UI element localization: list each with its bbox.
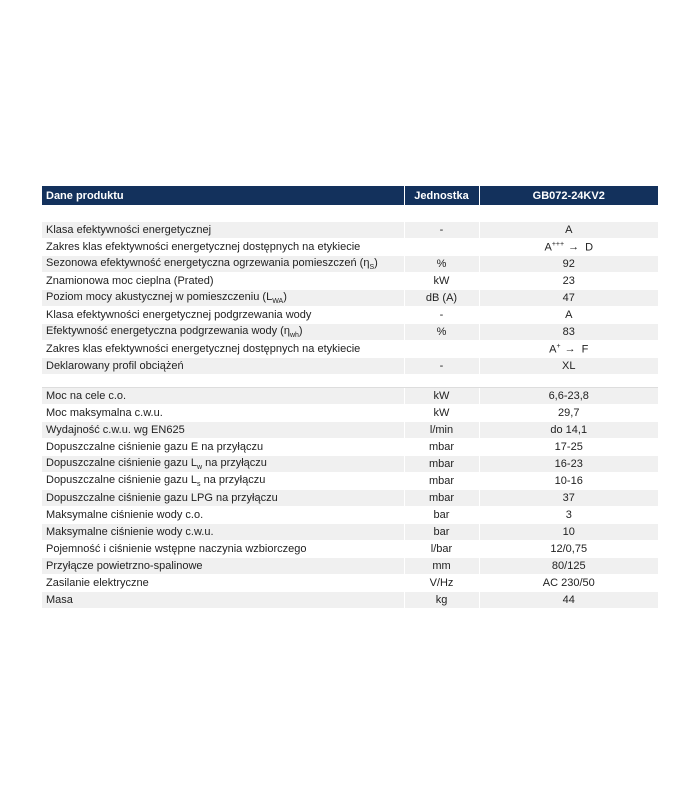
param-label: Klasa efektywności energetycznej podgrzewania wody bbox=[46, 309, 312, 321]
value-cell: 44 bbox=[479, 592, 658, 609]
product-spec-table bbox=[42, 186, 658, 609]
param-label: Dopuszczalne ciśnienie gazu LPG na przyłączu bbox=[46, 492, 278, 504]
table-row bbox=[42, 307, 658, 324]
param-label: Znamionowa moc cieplna (Prated) bbox=[46, 275, 214, 287]
table-row bbox=[42, 541, 658, 558]
table-row bbox=[42, 256, 658, 273]
param-label: Moc na cele c.o. bbox=[46, 390, 127, 402]
table-row bbox=[42, 473, 658, 490]
param-cell bbox=[42, 273, 404, 290]
param-cell bbox=[42, 307, 404, 324]
section-row-erp bbox=[42, 205, 658, 222]
unit-cell bbox=[404, 239, 479, 256]
header-unit: Jednostka bbox=[404, 186, 479, 205]
unit-cell: bar bbox=[404, 507, 479, 524]
param-cell bbox=[42, 439, 404, 456]
value-cell: AC 230/50 bbox=[479, 575, 658, 592]
param-label-tail: ) bbox=[298, 324, 303, 337]
param-cell bbox=[42, 507, 404, 524]
param-label-tail: ) bbox=[283, 290, 287, 303]
param-label: Zakres klas efektywności energetycznej dostępnych na etykiecie bbox=[46, 343, 361, 355]
spacer-cell bbox=[404, 375, 479, 388]
value-cell: 17-25 bbox=[479, 439, 658, 456]
param-label: Dopuszczalne ciśnienie gazu L bbox=[46, 473, 198, 486]
param-label: Zakres klas efektywności energetycznej dostępnych na etykiecie bbox=[46, 241, 361, 253]
value-cell: 83 bbox=[479, 324, 658, 341]
unit-cell: kW bbox=[404, 273, 479, 290]
param-label: Zasilanie elektryczne bbox=[46, 577, 149, 589]
unit-cell: dB (A) bbox=[404, 290, 479, 307]
unit-cell: mbar bbox=[404, 490, 479, 507]
unit-cell: mbar bbox=[404, 439, 479, 456]
table-row bbox=[42, 524, 658, 541]
class-from: A bbox=[544, 241, 552, 254]
param-subscript: w bbox=[197, 464, 203, 472]
unit-cell: mbar bbox=[404, 456, 479, 473]
table-row bbox=[42, 456, 658, 473]
class-to: F bbox=[581, 343, 589, 356]
table-row bbox=[42, 558, 658, 575]
table-row bbox=[42, 592, 658, 609]
param-label-tail: na przyłączu bbox=[200, 473, 266, 486]
param-cell bbox=[42, 558, 404, 575]
param-cell bbox=[42, 290, 404, 307]
param-cell bbox=[42, 541, 404, 558]
unit-cell: - bbox=[404, 307, 479, 324]
param-cell bbox=[42, 456, 404, 473]
table-row bbox=[42, 341, 658, 358]
param-label: Dopuszczalne ciśnienie gazu L bbox=[46, 456, 198, 469]
table-row bbox=[42, 439, 658, 456]
class-to: D bbox=[585, 241, 594, 254]
unit-cell: V/Hz bbox=[404, 575, 479, 592]
table-row bbox=[42, 358, 658, 375]
unit-cell: l/bar bbox=[404, 541, 479, 558]
unit-cell: bar bbox=[404, 524, 479, 541]
param-label: Efektywność energetyczna podgrzewania wody (η bbox=[46, 324, 290, 337]
value-cell: 92 bbox=[479, 256, 658, 273]
unit-cell: l/min bbox=[404, 422, 479, 439]
class-from-plus: +++ bbox=[551, 240, 565, 248]
param-label: Maksymalne ciśnienie wody c.w.u. bbox=[46, 526, 214, 538]
arrow-right-icon: → bbox=[568, 241, 580, 254]
param-cell bbox=[42, 422, 404, 439]
param-label: Klasa efektywności energetycznej bbox=[46, 224, 212, 236]
param-cell bbox=[42, 473, 404, 490]
param-label: Dopuszczalne ciśnienie gazu E na przyłączu bbox=[46, 441, 264, 453]
value-cell: 47 bbox=[479, 290, 658, 307]
value-cell: do 14,1 bbox=[479, 422, 658, 439]
value-cell: XL bbox=[479, 358, 658, 375]
value-cell: 3 bbox=[479, 507, 658, 524]
param-cell bbox=[42, 341, 404, 358]
param-label: Maksymalne ciśnienie wody c.o. bbox=[46, 509, 204, 521]
param-cell bbox=[42, 388, 404, 405]
value-cell: 10 bbox=[479, 524, 658, 541]
value-cell: A bbox=[479, 307, 658, 324]
table-row bbox=[42, 222, 658, 239]
table-row bbox=[42, 239, 658, 256]
param-subscript: wh bbox=[289, 332, 299, 340]
unit-cell bbox=[404, 341, 479, 358]
param-cell bbox=[42, 256, 404, 273]
param-label: Deklarowany profil obciążeń bbox=[46, 360, 184, 372]
header-param: Dane produktu bbox=[42, 186, 404, 205]
param-cell bbox=[42, 490, 404, 507]
param-label: Pojemność i ciśnienie wstępne naczynia wzbiorczego bbox=[46, 543, 307, 555]
unit-cell: kg bbox=[404, 592, 479, 609]
unit-cell: mbar bbox=[404, 473, 479, 490]
param-cell bbox=[42, 592, 404, 609]
param-label: Wydajność c.w.u. wg EN625 bbox=[46, 424, 185, 436]
unit-cell: kW bbox=[404, 405, 479, 422]
section-title: Dane ErP bbox=[42, 205, 658, 222]
unit-cell: % bbox=[404, 256, 479, 273]
value-cell: 23 bbox=[479, 273, 658, 290]
param-label-tail: ) bbox=[374, 256, 378, 269]
param-label-tail: na przyłączu bbox=[202, 456, 267, 469]
class-from: A bbox=[549, 343, 557, 356]
unit-cell: kW bbox=[404, 388, 479, 405]
unit-cell: mm bbox=[404, 558, 479, 575]
table-row bbox=[42, 490, 658, 507]
param-label: Poziom mocy akustycznej w pomieszczeniu (L bbox=[46, 290, 273, 303]
param-cell bbox=[42, 575, 404, 592]
param-subscript: s bbox=[197, 481, 201, 489]
unit-cell: % bbox=[404, 324, 479, 341]
value-cell bbox=[479, 341, 658, 358]
table-row bbox=[42, 324, 658, 341]
spacer-cell bbox=[479, 375, 658, 388]
table-row bbox=[42, 575, 658, 592]
param-label: Masa bbox=[46, 594, 73, 606]
value-cell: 80/125 bbox=[479, 558, 658, 575]
param-cell bbox=[42, 358, 404, 375]
class-from-plus: + bbox=[556, 342, 561, 350]
param-label: Moc maksymalna c.w.u. bbox=[46, 407, 163, 419]
value-cell: 10-16 bbox=[479, 473, 658, 490]
unit-cell: - bbox=[404, 222, 479, 239]
table-row bbox=[42, 290, 658, 307]
param-cell bbox=[42, 239, 404, 256]
spacer-cell bbox=[42, 375, 404, 388]
unit-cell: - bbox=[404, 358, 479, 375]
value-cell: 16-23 bbox=[479, 456, 658, 473]
table-row bbox=[42, 507, 658, 524]
value-cell bbox=[479, 239, 658, 256]
header-model: GB072-24KV2 bbox=[479, 186, 658, 205]
param-cell bbox=[42, 222, 404, 239]
value-cell: 6,6-23,8 bbox=[479, 388, 658, 405]
param-cell bbox=[42, 324, 404, 341]
spacer-row bbox=[42, 375, 658, 388]
param-cell bbox=[42, 405, 404, 422]
table-row bbox=[42, 405, 658, 422]
param-label: Przyłącze powietrzno-spalinowe bbox=[46, 560, 203, 572]
table-row bbox=[42, 273, 658, 290]
table-header-row bbox=[42, 186, 658, 205]
param-cell bbox=[42, 524, 404, 541]
value-cell: 12/0,75 bbox=[479, 541, 658, 558]
arrow-right-icon: → bbox=[564, 343, 576, 356]
param-label: Sezonowa efektywność energetyczna ogrzewania pomieszczeń (η bbox=[46, 256, 370, 269]
value-cell: 37 bbox=[479, 490, 658, 507]
value-cell: A bbox=[479, 222, 658, 239]
param-subscript: WA bbox=[272, 298, 284, 306]
param-subscript: S bbox=[369, 264, 375, 272]
value-cell: 29,7 bbox=[479, 405, 658, 422]
table-row bbox=[42, 388, 658, 405]
table-row bbox=[42, 422, 658, 439]
